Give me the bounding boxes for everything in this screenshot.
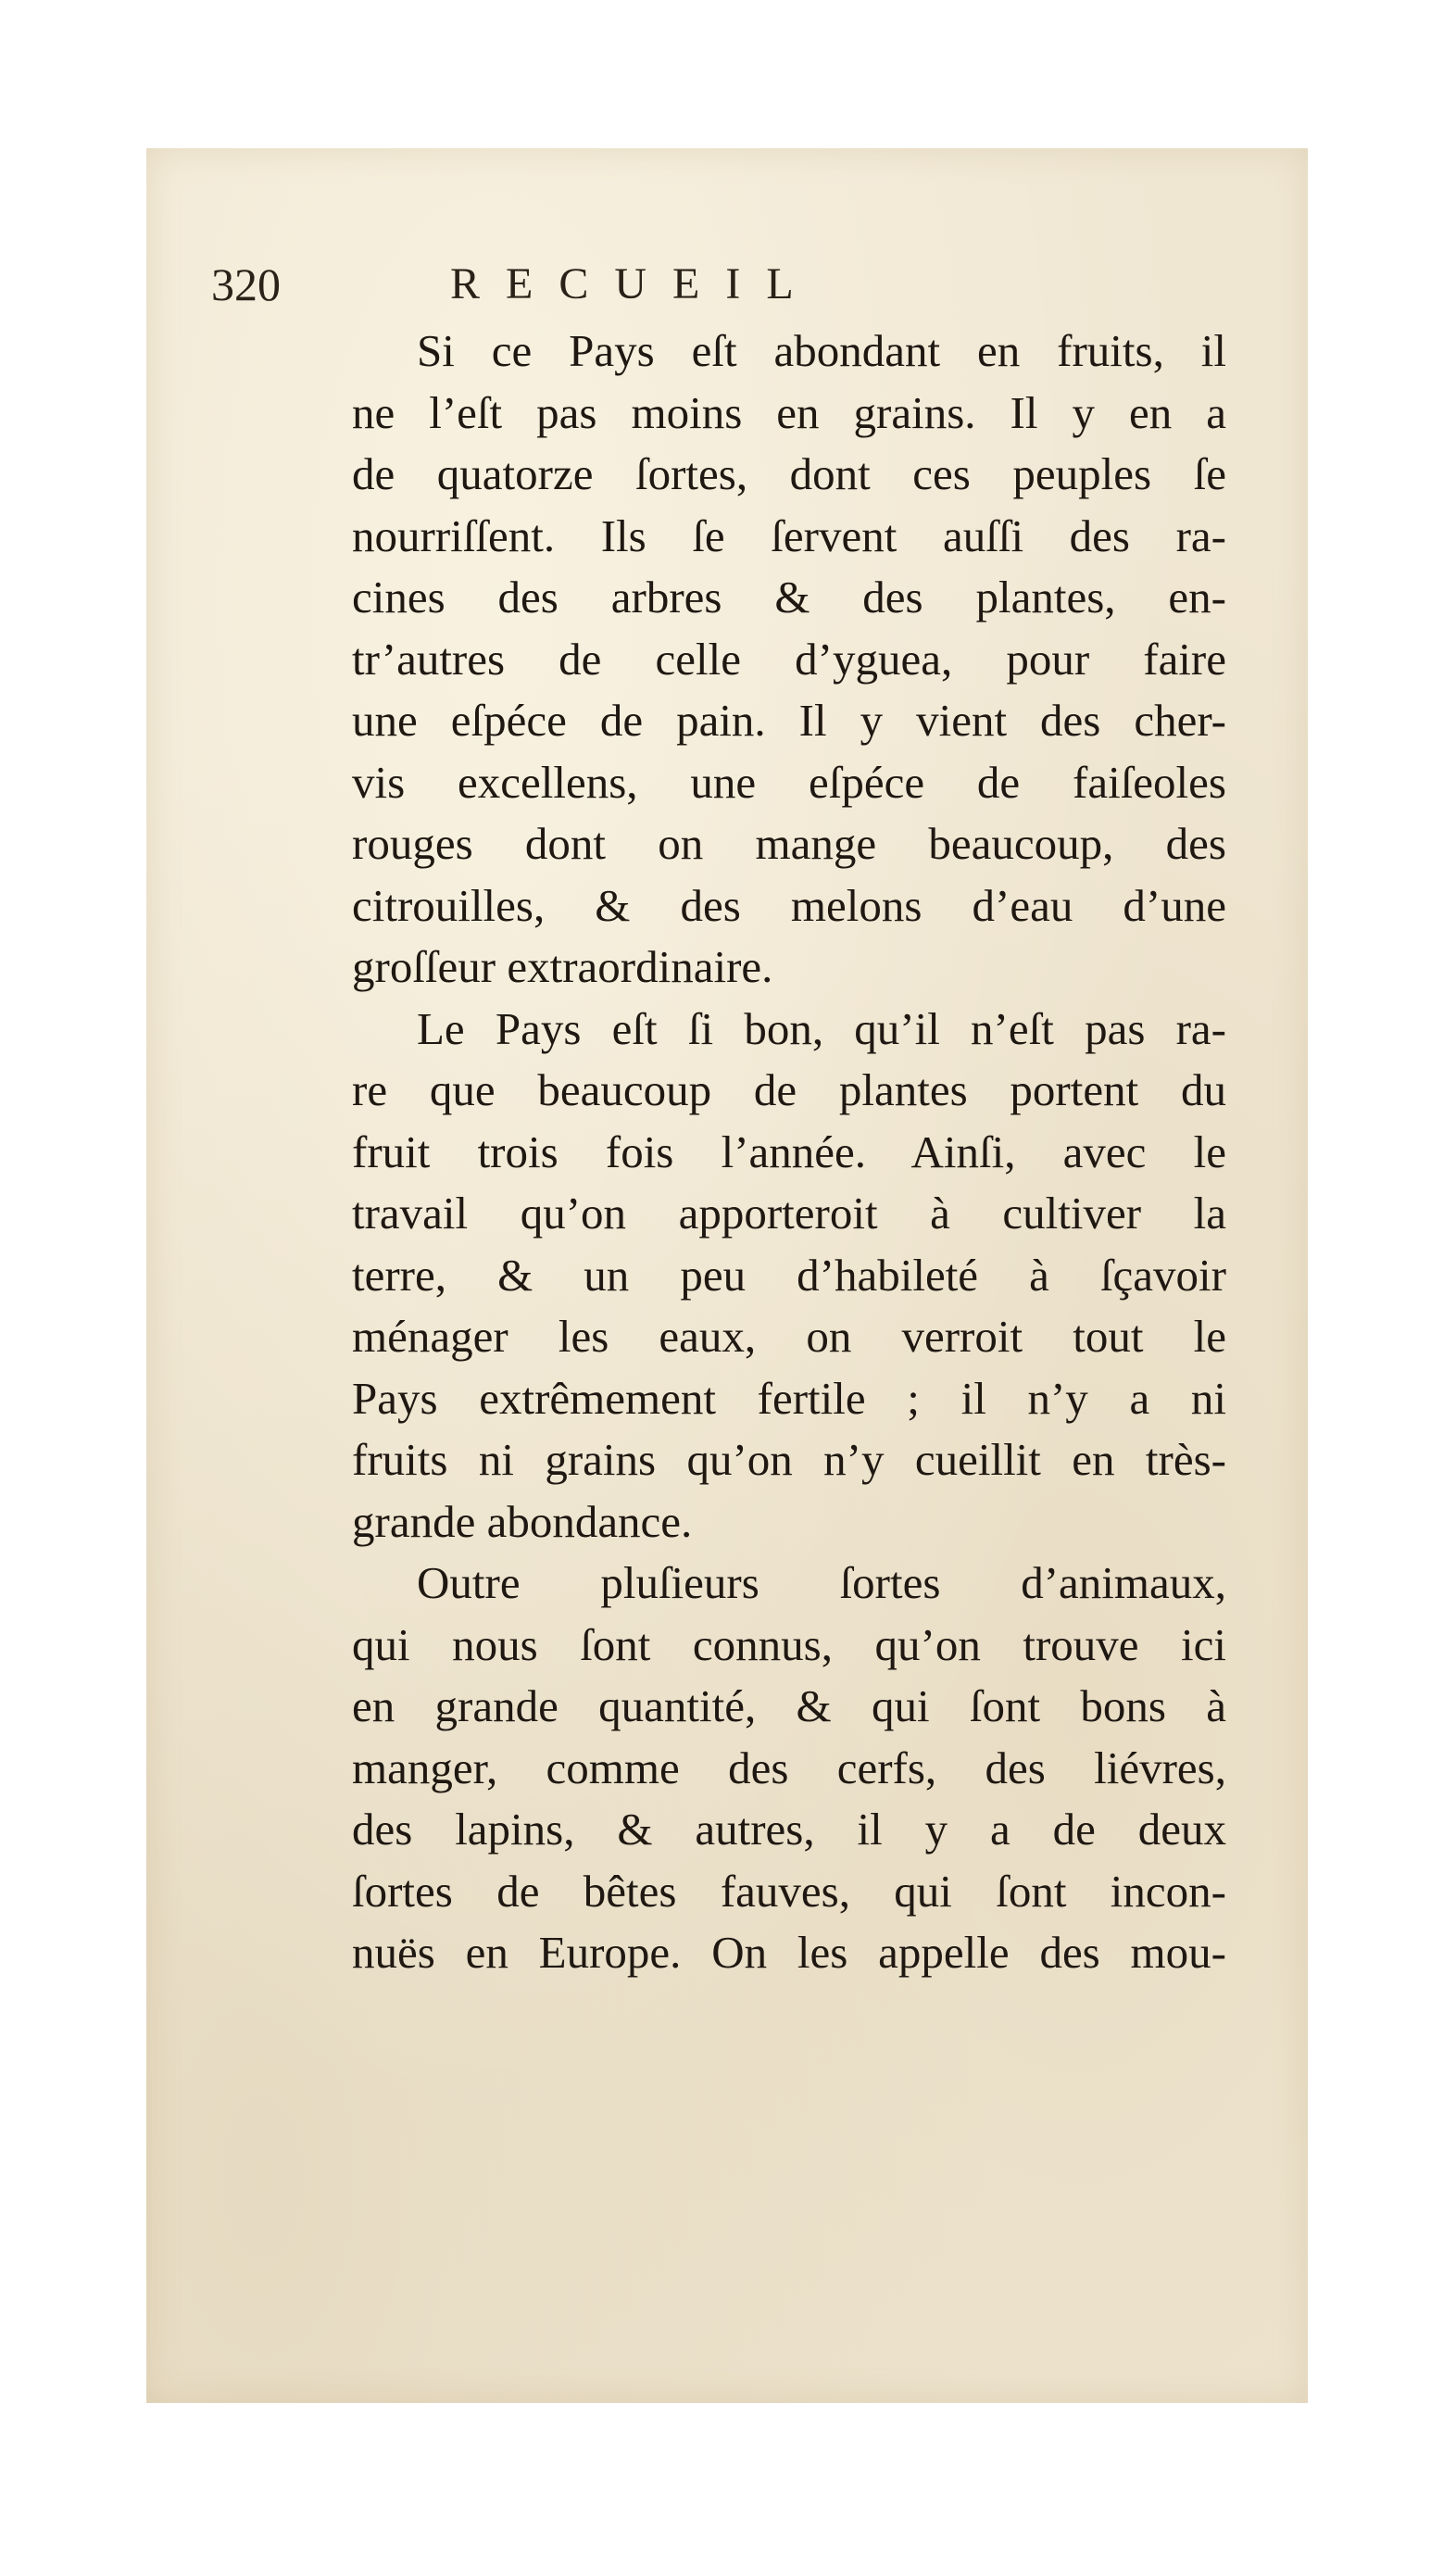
text-line: groſſeur extraordinaire. — [352, 941, 773, 992]
text-line: citrouilles, & des melons d’eau d’une — [352, 879, 1226, 931]
text-line: manger, comme des cerfs, des liévres, — [352, 1742, 1226, 1793]
text-line: en grande quantité, & qui ſont bons à — [352, 1680, 1226, 1731]
text-line: rouges dont on mange beaucoup, des — [352, 818, 1226, 869]
running-title: RECUEIL — [450, 259, 820, 308]
text-line: fruit trois fois l’année. Ainſi, avec le — [352, 1126, 1226, 1177]
text-line: grande abondance. — [352, 1495, 693, 1547]
text-line: qui nous ſont connus, qu’on trouve ici — [352, 1618, 1226, 1670]
page-number: 320 — [211, 258, 281, 310]
text-line: une eſpéce de pain. Il y vient des cher- — [352, 695, 1226, 746]
text-line: des lapins, & autres, il y a de deux — [352, 1804, 1226, 1855]
text-line: nuës en Europe. On les appelle des mou- — [352, 1927, 1226, 1978]
text-line: re que beaucoup de plantes portent du — [352, 1064, 1226, 1115]
text-line: vis excellens, une eſpéce de faiſeoles — [352, 756, 1226, 808]
body-text — [352, 321, 1226, 1984]
text-line: ne l’eſt pas moins en grains. Il y en a — [352, 386, 1226, 438]
text-line: ménager les eaux, on verroit tout le — [352, 1311, 1226, 1362]
text-line: travail qu’on apporteroit à cultiver la — [352, 1188, 1226, 1239]
text-line: Le Pays eſt ſi bon, qu’il n’eſt pas ra- — [417, 1002, 1226, 1054]
text-line: Si ce Pays eſt abondant en fruits, il — [417, 325, 1226, 376]
text-line: Pays extrêmement fertile ; il n’y a ni — [352, 1372, 1226, 1424]
text-line: de quatorze ſortes, dont ces peuples ſe — [352, 448, 1226, 499]
text-line: nourriſſent. Ils ſe ſervent auſſi des ra- — [352, 509, 1226, 561]
text-line: terre, & un peu d’habileté à ſçavoir — [352, 1249, 1226, 1301]
text-line: fruits ni grains qu’on n’y cueillit en très- — [352, 1434, 1226, 1485]
text-line: cines des arbres & des plantes, en- — [352, 572, 1226, 623]
text-line: tr’autres de celle d’yguea, pour faire — [352, 633, 1226, 685]
running-head — [211, 252, 1045, 317]
text-line: Outre pluſieurs ſortes d’animaux, — [417, 1557, 1226, 1608]
text-line: ſortes de bêtes fauves, qui ſont incon- — [352, 1865, 1226, 1917]
